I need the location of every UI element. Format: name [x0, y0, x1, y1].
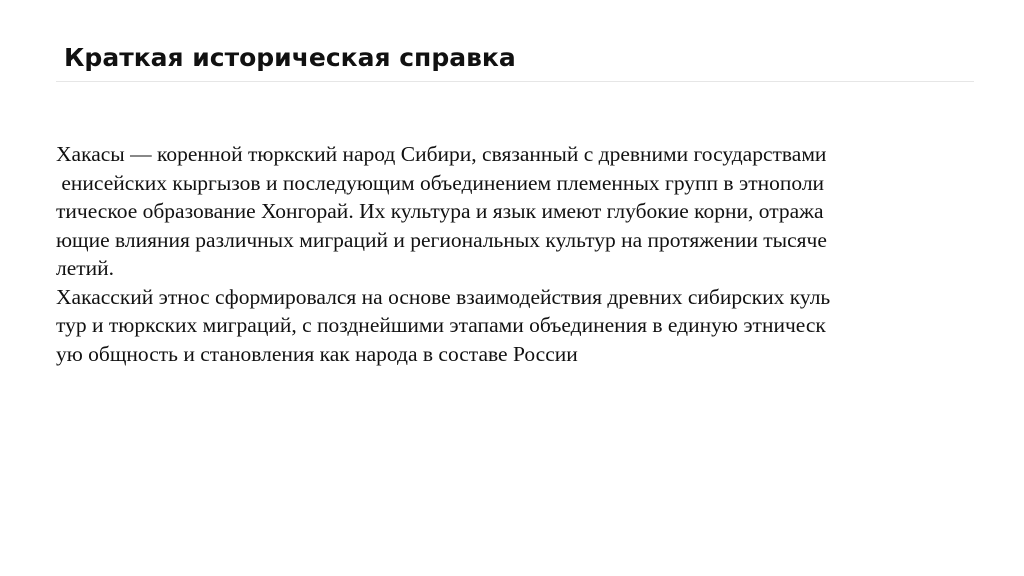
text-line: Хакасы — коренной тюркский народ Сибири, связанный с древними государствами	[56, 142, 827, 166]
paragraph-1	[56, 140, 996, 283]
text-line: Хакасский этнос сформировался на основе взаимодействия древних сибирских куль	[56, 284, 831, 309]
text-line: ую общность и становления как народа в составе России	[56, 341, 578, 366]
body-text	[56, 140, 996, 368]
slide-title: Краткая историческая справка	[64, 43, 516, 72]
text-line: енисейских кыргызов и последующим объединением племенных групп в этнополи	[56, 170, 825, 195]
text-line: летий.	[56, 256, 115, 280]
title-divider	[56, 81, 974, 82]
text-line: ющие влияния различных миграций и региональных культур на протяжении тысяче	[56, 227, 827, 252]
text-line: тическое образование Хонгорай. Их культура и язык имеют глубокие корни, отража	[56, 199, 824, 223]
paragraph-2	[56, 283, 996, 369]
text-line: тур и тюркских миграций, с позднейшими этапами объединения в единую этническ	[56, 313, 826, 337]
